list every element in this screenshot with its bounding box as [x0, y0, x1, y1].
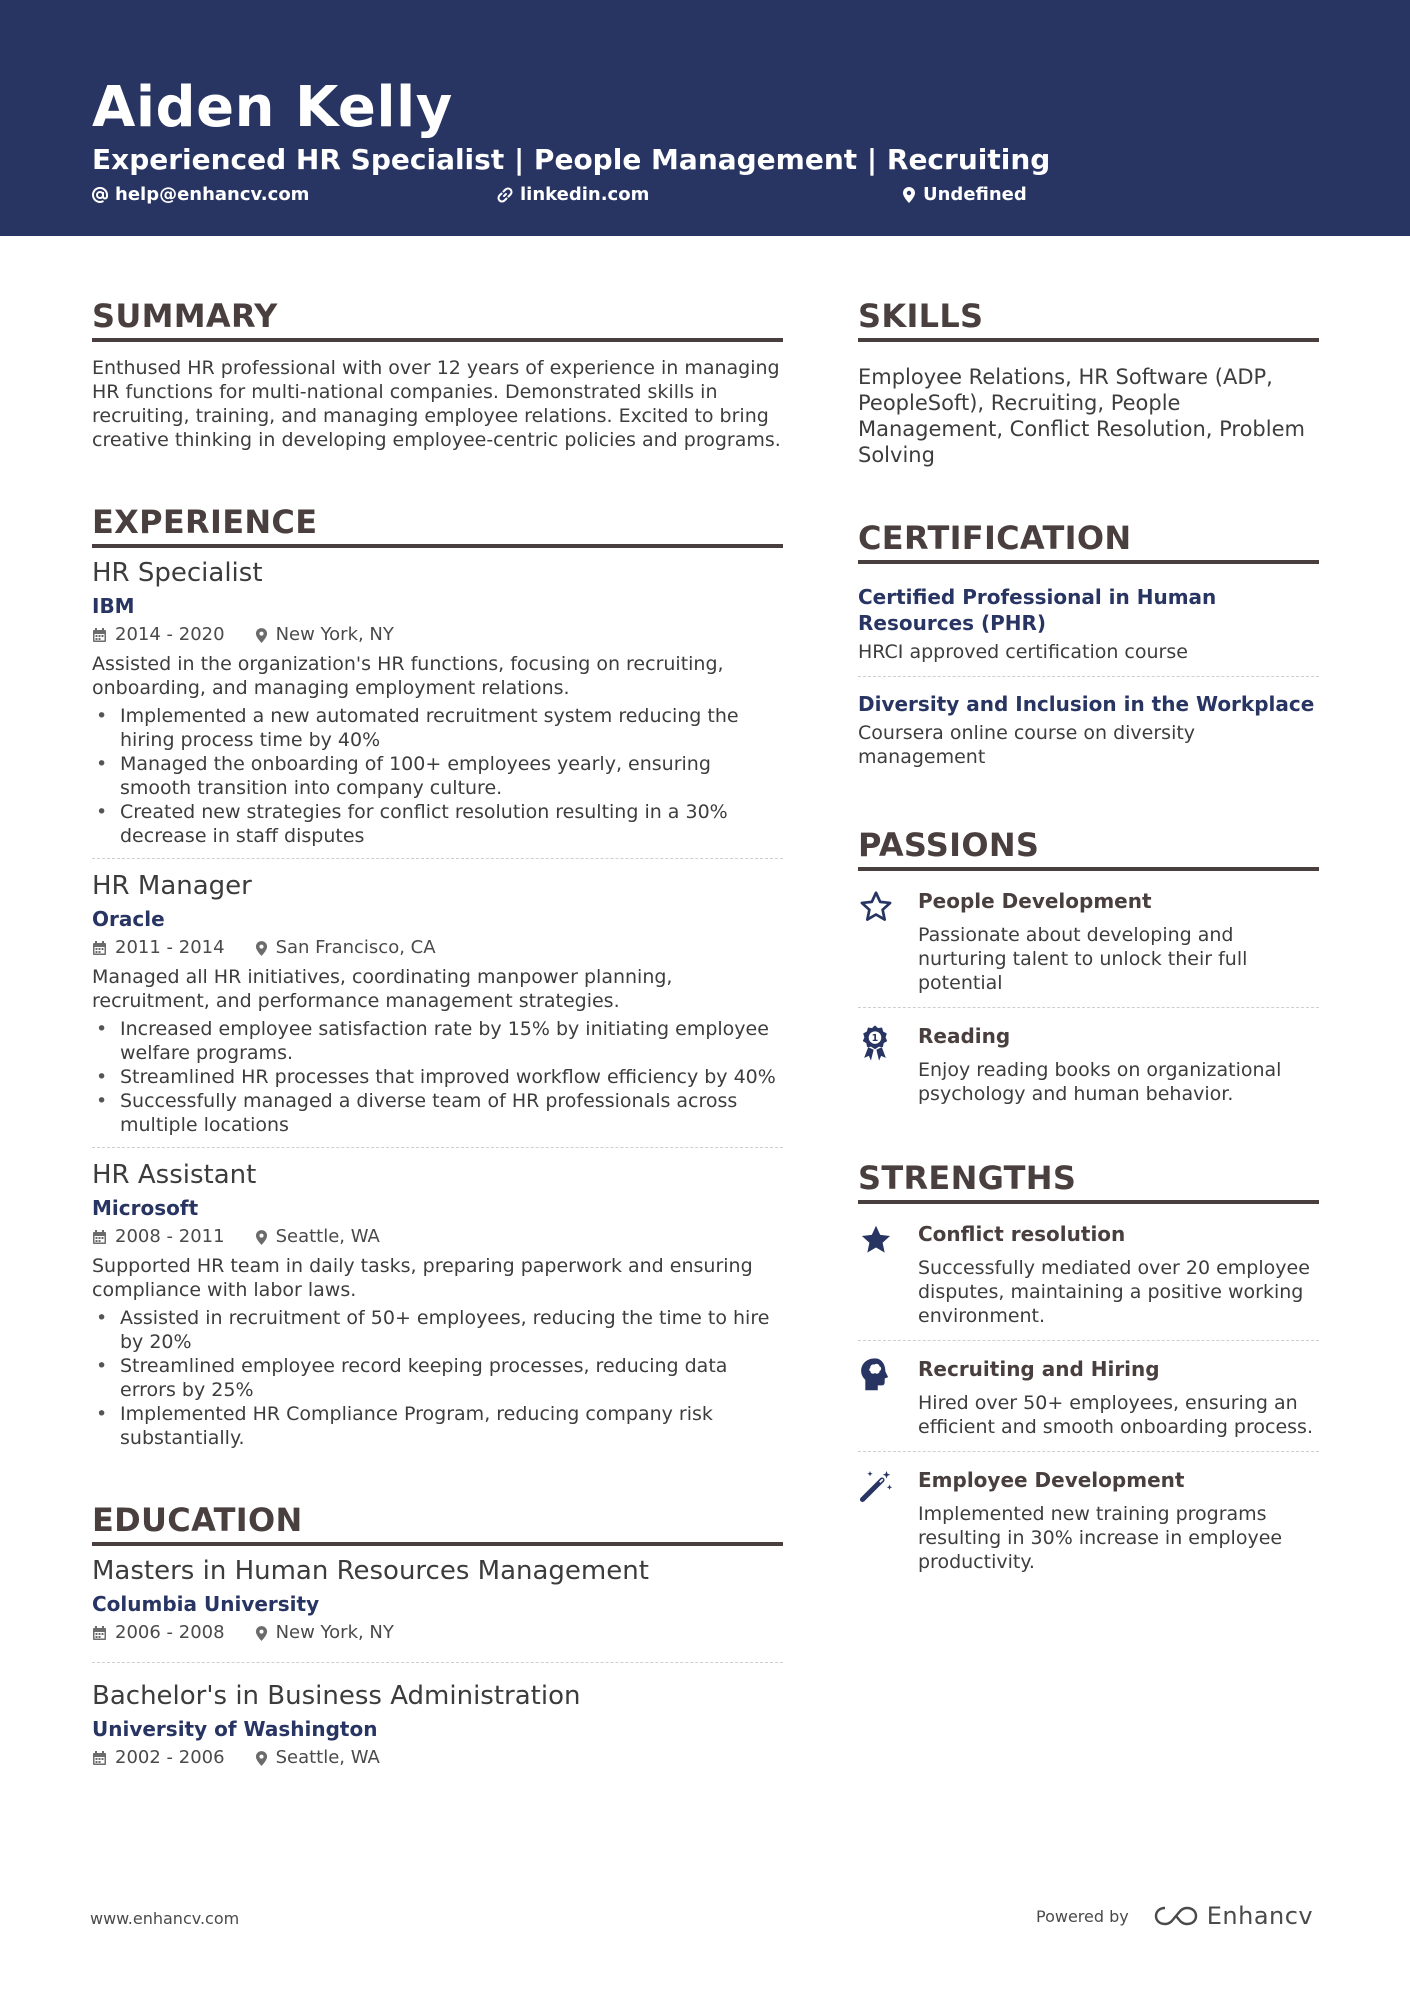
certification-item — [858, 584, 1319, 676]
passion-title: People Development — [918, 889, 1152, 913]
experience-item — [92, 556, 783, 858]
location-pin-icon — [255, 1229, 268, 1246]
experience-title: EXPERIENCE — [92, 502, 783, 548]
strength-description: Implemented new training programs resulting in 30% increase in employee productivity. — [918, 1503, 1283, 1573]
skills-title: SKILLS — [858, 296, 1319, 342]
education-location-text: New York, NY — [275, 1622, 394, 1643]
certification-description: Coursera online course on diversity management — [858, 722, 1196, 768]
education-meta — [92, 1621, 783, 1645]
right-column — [858, 296, 1319, 1586]
strength-icon-wrap — [858, 1466, 918, 1574]
job-bullet: • Implemented a new automated recruitment system reducing the hiring process time by 40% — [92, 704, 783, 752]
job-bullet: • Increased employee satisfaction rate by 15% by initiating employee welfare programs. — [92, 1017, 783, 1065]
certification-item — [858, 676, 1319, 781]
education-title: EDUCATION — [92, 1500, 783, 1546]
strength-item — [858, 1340, 1319, 1451]
strength-title: Conflict resolution — [918, 1222, 1126, 1246]
job-dates — [92, 936, 225, 960]
resume-header — [0, 0, 1410, 236]
location-pin-icon — [255, 1750, 268, 1767]
certification-name: Diversity and Inclusion in the Workplace — [858, 692, 1315, 716]
job-location-text: New York, NY — [275, 624, 394, 645]
contact-location — [902, 183, 1027, 207]
strength-title: Recruiting and Hiring — [918, 1357, 1160, 1381]
passions-title: PASSIONS — [858, 825, 1319, 871]
job-description: Supported HR team in daily tasks, preparing paperwork and ensuring compliance with labor laws. — [92, 1255, 753, 1301]
candidate-name: Aiden Kelly — [92, 75, 453, 140]
passion-description: Passionate about developing and nurturing talent to unlock their full potential — [918, 924, 1248, 994]
candidate-headline: Experienced HR Specialist | People Management | Recruiting — [92, 143, 1051, 176]
job-location — [255, 1225, 380, 1249]
star-filled-icon — [858, 1222, 894, 1258]
job-location-text: San Francisco, CA — [275, 937, 436, 958]
education-dates — [92, 1621, 225, 1645]
experience-item — [92, 858, 783, 1147]
strengths-section — [858, 1158, 1319, 1586]
skills-text: Employee Relations, HR Software (ADP, PeopleSoft), Recruiting, People Management, Conflict Resolution, Problem Solving — [858, 365, 1305, 467]
strength-title: Employee Development — [918, 1468, 1185, 1492]
job-bullets — [92, 704, 783, 848]
award-ribbon-icon — [858, 1024, 892, 1062]
job-dates-text: 2008 - 2011 — [115, 1226, 225, 1247]
at-sign-icon — [92, 187, 108, 203]
education-dates-text: 2006 - 2008 — [115, 1622, 225, 1643]
strengths-title: STRENGTHS — [858, 1158, 1319, 1204]
job-bullet: • Streamlined HR processes that improved workflow efficiency by 40% — [92, 1065, 783, 1089]
job-bullet: • Successfully managed a diverse team of HR professionals across multiple locations — [92, 1089, 783, 1137]
experience-section — [92, 502, 783, 1460]
passion-title: Reading — [918, 1024, 1011, 1048]
location-text: Undefined — [923, 184, 1027, 205]
star-outline-icon — [858, 889, 894, 925]
calendar-icon — [92, 940, 107, 956]
passion-item — [858, 887, 1319, 1007]
job-dates — [92, 623, 225, 647]
location-pin-icon — [902, 186, 916, 204]
job-dates-text: 2011 - 2014 — [115, 937, 225, 958]
degree-title: Masters in Human Resources Management — [92, 1556, 649, 1586]
job-bullets — [92, 1017, 783, 1137]
education-dates — [92, 1746, 225, 1770]
job-role: HR Specialist — [92, 558, 263, 588]
job-meta — [92, 1225, 783, 1249]
job-bullet: • Created new strategies for conflict resolution resulting in a 30% decrease in staff disputes — [92, 800, 783, 848]
degree-title: Bachelor's in Business Administration — [92, 1681, 581, 1711]
education-item — [92, 1662, 783, 1787]
passion-icon-wrap — [858, 1022, 918, 1106]
calendar-icon — [92, 627, 107, 643]
job-company: Microsoft — [92, 1196, 199, 1220]
job-role: HR Assistant — [92, 1160, 257, 1190]
location-pin-icon — [255, 1625, 268, 1642]
calendar-icon — [92, 1229, 107, 1245]
passion-description: Enjoy reading books on organizational psychology and human behavior. — [918, 1059, 1282, 1105]
strength-icon-wrap — [858, 1355, 918, 1439]
education-dates-text: 2002 - 2006 — [115, 1747, 225, 1768]
experience-item — [92, 1147, 783, 1460]
certification-description: HRCI approved certification course — [858, 641, 1188, 663]
job-company: IBM — [92, 594, 135, 618]
skills-section — [858, 296, 1319, 468]
certification-title: CERTIFICATION — [858, 518, 1319, 564]
strength-description: Successfully mediated over 20 employee disputes, maintaining a positive working environment. — [918, 1257, 1310, 1327]
passions-section — [858, 825, 1319, 1118]
svg-text:1: 1 — [871, 1033, 879, 1045]
education-section — [92, 1500, 783, 1787]
head-brain-icon — [858, 1357, 892, 1393]
passion-icon-wrap — [858, 887, 918, 995]
job-company: Oracle — [92, 907, 165, 931]
contact-linkedin[interactable] — [497, 183, 649, 207]
brand-name: Enhancv — [1206, 1902, 1314, 1930]
job-bullet: • Managed the onboarding of 100+ employees yearly, ensuring smooth transition into company culture. — [92, 752, 783, 800]
calendar-icon — [92, 1625, 107, 1641]
contact-email[interactable] — [92, 183, 309, 207]
job-location — [255, 623, 394, 647]
education-location — [255, 1746, 380, 1770]
location-pin-icon — [255, 940, 268, 957]
certification-name: Certified Professional in Human Resources (PHR) — [858, 585, 1217, 635]
magic-wand-icon — [858, 1468, 894, 1504]
summary-text: Enthused HR professional with over 12 years of experience in managing HR functions for multi-national companies. Demonstrated skills in recruiting, training, and managing employee relations. Excited to bring creative thinking in developing employee-centric policies and programs. — [92, 357, 781, 451]
link-icon — [497, 187, 513, 203]
email-text: help@enhancv.com — [115, 184, 310, 205]
education-meta — [92, 1746, 783, 1770]
enhancv-logo-icon — [1153, 1904, 1199, 1928]
job-description: Assisted in the organization's HR functions, focusing on recruiting, onboarding, and managing employment relations. — [92, 653, 724, 699]
job-bullet: • Streamlined employee record keeping processes, reducing data errors by 25% — [92, 1354, 783, 1402]
school-name: University of Washington — [92, 1717, 378, 1741]
strength-item — [858, 1220, 1319, 1340]
job-location — [255, 936, 436, 960]
education-location — [255, 1621, 394, 1645]
job-description: Managed all HR initiatives, coordinating manpower planning, recruitment, and performance management strategies. — [92, 966, 673, 1012]
calendar-icon — [92, 1750, 107, 1766]
strength-description: Hired over 50+ employees, ensuring an efficient and smooth onboarding process. — [918, 1392, 1313, 1438]
job-meta — [92, 623, 783, 647]
footer-website[interactable]: www.enhancv.com — [90, 1909, 240, 1928]
job-dates — [92, 1225, 225, 1249]
job-bullets — [92, 1306, 783, 1450]
job-role: HR Manager — [92, 871, 252, 901]
certification-section — [858, 518, 1319, 781]
job-bullet: • Assisted in recruitment of 50+ employees, reducing the time to hire by 20% — [92, 1306, 783, 1354]
education-item — [92, 1554, 783, 1662]
summary-title: SUMMARY — [92, 296, 783, 342]
footer-branding[interactable] — [1036, 1902, 1313, 1930]
passion-item — [858, 1007, 1319, 1118]
summary-section — [92, 296, 783, 452]
education-location-text: Seattle, WA — [275, 1747, 380, 1768]
strength-item — [858, 1451, 1319, 1586]
powered-by-text: Powered by — [1036, 1906, 1129, 1926]
location-pin-icon — [255, 627, 268, 644]
school-name: Columbia University — [92, 1592, 320, 1616]
job-bullet: • Implemented HR Compliance Program, reducing company risk substantially. — [92, 1402, 783, 1450]
strength-icon-wrap — [858, 1220, 918, 1328]
job-meta — [92, 936, 783, 960]
job-dates-text: 2014 - 2020 — [115, 624, 225, 645]
linkedin-text: linkedin.com — [520, 184, 650, 205]
left-column — [92, 296, 783, 1787]
job-location-text: Seattle, WA — [275, 1226, 380, 1247]
